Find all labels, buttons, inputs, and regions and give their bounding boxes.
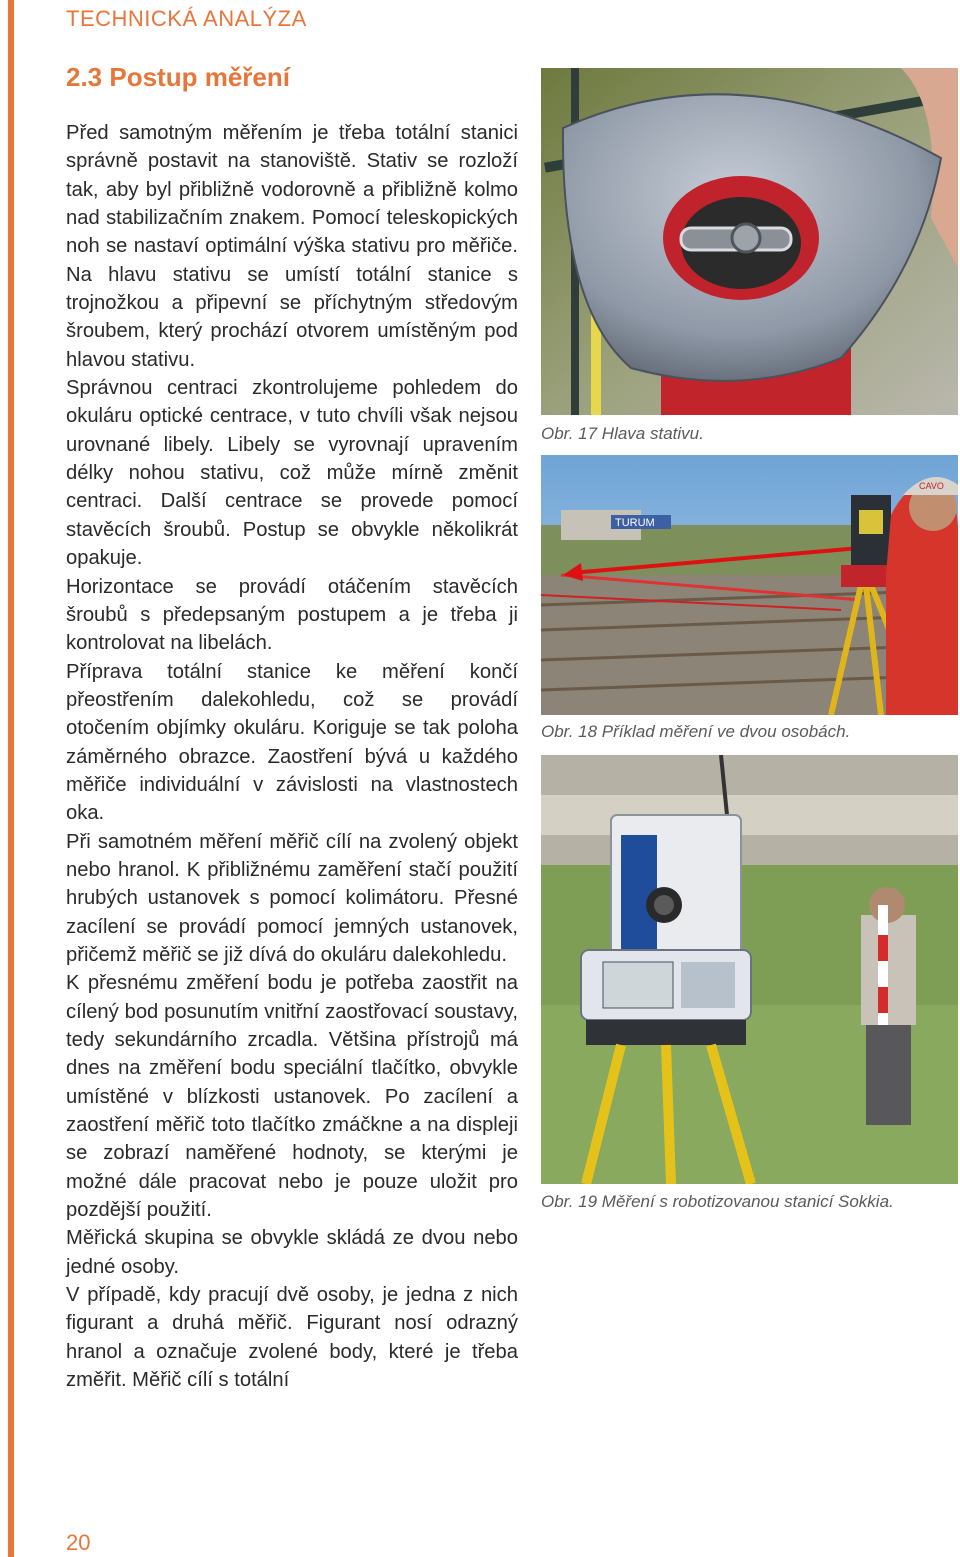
page-number: 20: [66, 1530, 91, 1555]
figure-robotic-station-photo: [541, 755, 958, 1184]
figure-caption: Obr. 18 Příklad měření ve dvou osobách.: [541, 722, 851, 741]
paragraph: Měřická skupina se obvykle skládá ze dvou nebo jedné osoby.: [66, 1227, 518, 1278]
body-text: [66, 119, 518, 1394]
paragraph: Před samotným měřením je třeba totální stanici správně postavit na stanoviště. Stativ se rozloží tak, aby byl přibližně vodorovně a přibližně kolmo nad stabilizačním znakem. Pomocí teleskopických noh se nastaví optimální výška stativu pro měřiče. Na hlavu stativu se umístí totální stanice s trojnožkou a připevní se příchytným středovým šroubem, který prochází otvorem umístěným pod hlavou stativu.: [66, 122, 518, 371]
section-title: 2.3 Postup měření: [66, 62, 290, 92]
left-accent-rule: [8, 0, 14, 1557]
paragraph: Příprava totální stanice ke měření končí přeostřením dalekohledu, což se provádí otočením objímky okuláru. Koriguje se tak poloha záměrného obrazce. Zaostření bývá u každého měřiče individuální v závislosti na vlastnostech oka.: [66, 660, 518, 825]
paragraph: Při samotném měření měřič cílí na zvolený objekt nebo hranol. K přibližnému zaměření stačí použití hrubých ustanovek s pomocí kolimátoru. Přesné zacílení se provádí pomocí jemných ustanovek, přičemž měřič se již dívá do okuláru dalekohledu.: [66, 830, 518, 966]
figure-caption: Obr. 19 Měření s robotizovanou stanicí Sokkia.: [541, 1192, 894, 1211]
sign-text: TURUM: [615, 517, 655, 529]
figure-tripod-head-photo: [541, 68, 958, 415]
figure-two-person-photo: [541, 455, 958, 715]
paragraph: V případě, kdy pracují dvě osoby, je jedna z nich figurant a druhá měřič. Figurant nosí odrazný hranol a označuje zvolené body, které je třeba změřit. Měřič cílí s totální: [66, 1284, 518, 1392]
cap-text: CAVO: [919, 481, 944, 491]
section-header: TECHNICKÁ ANALÝZA: [66, 6, 307, 31]
figure-caption: Obr. 17 Hlava stativu.: [541, 424, 704, 443]
paragraph: K přesnému změření bodu je potřeba zaostřit na cílený bod posunutím vnitřní zaostřovací soustavy, tedy sekundárního zrcadla. Většina přístrojů má dnes na změření bodu speciální tlačítko, obvykle umístěné v blízkosti ustanovek. Po zacílení a zaostření měřič toto tlačítko zmáčkne a na displeji se zobrazí naměřené hodnoty, se kterými je možné dále pracovat nebo je pouze uložit pro pozdější použití.: [66, 972, 518, 1222]
paragraph: Horizontace se provádí otáčením stavěcích šroubů s předepsaným postupem a je třeba ji kontrolovat na libelách.: [66, 575, 518, 655]
paragraph: Správnou centraci zkontrolujeme pohledem do okuláru optické centrace, v tuto chvíli však nejsou urovnané libely. Libely se vyrovnají upravením délky nohou stativu, což může mírně změnit centraci. Další centrace se provede pomocí stavěcích šroubů. Postup se obvykle několikrát opakuje.: [66, 377, 518, 570]
